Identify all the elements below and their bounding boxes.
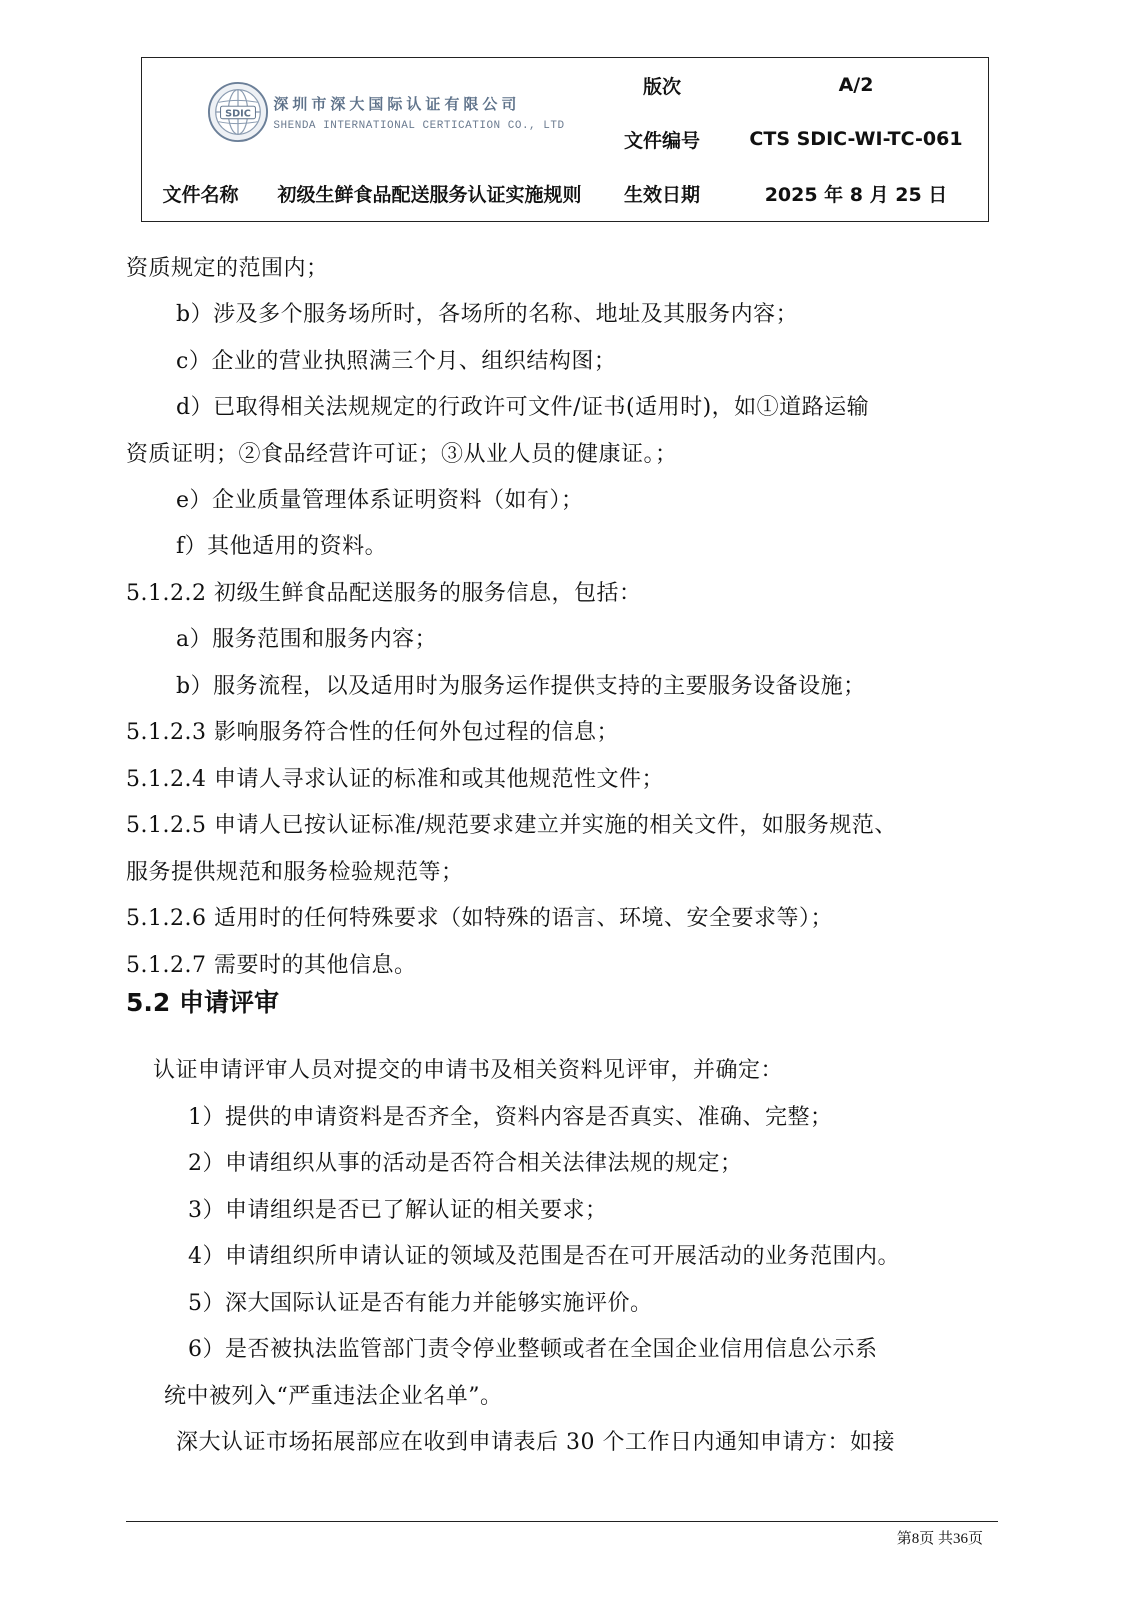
doc-name-label: 文件名称 [162, 184, 239, 206]
paragraph-line: 6）是否被执法监管部门责令停业整顿或者在全国企业信用信息公示系 [188, 1337, 878, 1362]
doc-number-label: 文件编号 [623, 129, 700, 152]
paragraph-line: b）涉及多个服务场所时，各场所的名称、地址及其服务内容； [176, 302, 799, 327]
paragraph-line: c）企业的营业执照满三个月、组织结构图； [176, 349, 617, 374]
paragraph-line: 资质规定的范围内； [126, 256, 329, 281]
paragraph-line: 3）申请组织是否已了解认证的相关要求； [188, 1198, 608, 1223]
company-logo-cell [142, 58, 600, 166]
paragraph-line: 5）深大国际认证是否有能力并能够实施评价。 [188, 1291, 653, 1316]
paragraph-line: 5.1.2.3 影响服务符合性的任何外包过程的信息； [126, 720, 619, 745]
paragraph-line: 5.1.2.4 申请人寻求认证的标准和或其他规范性文件； [126, 767, 664, 792]
version-value: A/2 [838, 74, 874, 96]
page-number: 第8页 共36页 [896, 1531, 983, 1547]
paragraph-line: 5.1.2.7 需要时的其他信息。 [126, 953, 417, 978]
paragraph-line: 服务提供规范和服务检验规范等； [126, 860, 464, 885]
paragraph-line: 2）申请组织从事的活动是否符合相关法律法规的规定； [188, 1151, 743, 1176]
paragraph-line: 5.1.2.6 适用时的任何特殊要求（如特殊的语言、环境、安全要求等）； [126, 906, 833, 931]
logo-mark-text: SDIC [225, 108, 252, 120]
globe-logo-icon [207, 81, 269, 143]
paragraph-line: f）其他适用的资料。 [176, 534, 388, 559]
version-label: 版次 [642, 75, 681, 98]
company-logo [207, 81, 564, 143]
doc-name-value: 初级生鲜食品配送服务认证实施规则 [277, 184, 582, 206]
effective-date-label: 生效日期 [623, 184, 700, 206]
company-name-en: SHENDA INTERNATIONAL CERTICATION CO., LTD [273, 119, 565, 132]
paragraph-line: 统中被列入“严重违法企业名单”。 [164, 1384, 503, 1409]
footer-rule [126, 1521, 998, 1522]
doc-number-value: CTS SDIC-WI-TC-061 [749, 128, 963, 150]
company-name-block [273, 93, 564, 132]
paragraph-line: 5.1.2.5 申请人已按认证标准/规范要求建立并实施的相关文件，如服务规范、 [126, 813, 897, 838]
section-heading: 5.2 申请评审 [126, 988, 279, 1017]
paragraph-line: a）服务范围和服务内容； [176, 627, 438, 652]
paragraph-line: b）服务流程，以及适用时为服务运作提供支持的主要服务设备设施； [176, 674, 866, 699]
paragraph-line: 4）申请组织所申请认证的领域及范围是否在可开展活动的业务范围内。 [188, 1244, 900, 1269]
effective-date-value: 2025 年 8 月 25 日 [764, 184, 948, 206]
header-table [141, 57, 989, 222]
paragraph-line: d）已取得相关法规规定的行政许可文件/证书(适用时)，如①道路运输 [176, 395, 870, 420]
paragraph-line: 资质证明；②食品经营许可证；③从业人员的健康证。； [126, 442, 678, 467]
paragraph-line: 5.1.2.2 初级生鲜食品配送服务的服务信息，包括： [126, 581, 642, 606]
company-name-cn: 深圳市深大国际认证有限公司 [273, 94, 521, 113]
paragraph-line: 认证申请评审人员对提交的申请书及相关资料见评审，并确定： [153, 1058, 784, 1083]
paragraph-line: 深大认证市场拓展部应在收到申请表后 30 个工作日内通知申请方：如接 [176, 1430, 895, 1455]
paragraph-line: e）企业质量管理体系证明资料（如有）； [176, 488, 584, 513]
paragraph-line: 1）提供的申请资料是否齐全，资料内容是否真实、准确、完整； [188, 1105, 833, 1130]
